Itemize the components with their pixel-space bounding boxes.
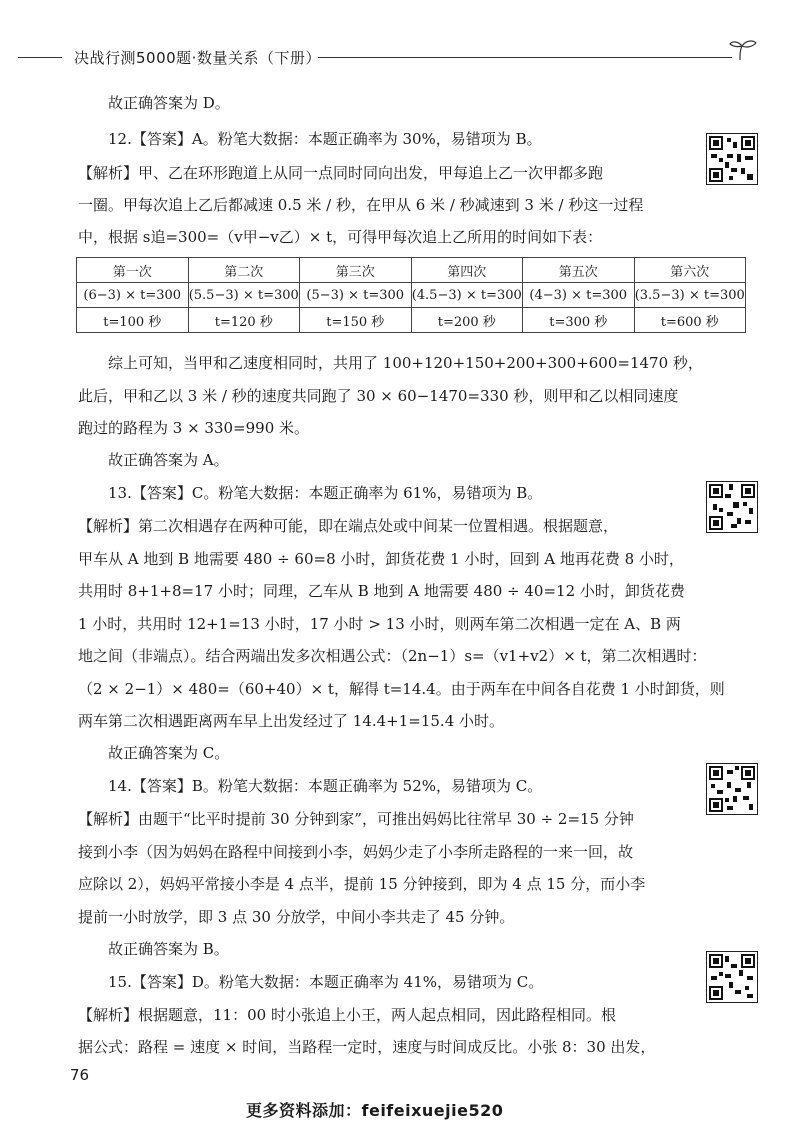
table-cell: t=150 秒 xyxy=(300,308,412,333)
analysis-14-line-3: 应除以 2），妈妈平常接小李是 4 点半，提前 15 分钟接到，即为 4 点 15 分，而小李 xyxy=(78,875,646,893)
table-header-cell: 第二次 xyxy=(188,258,300,283)
table-header-cell: 第六次 xyxy=(634,258,746,283)
table-header-cell: 第三次 xyxy=(300,258,412,283)
table-header-cell: 第五次 xyxy=(523,258,635,283)
answer-13-heading: 13.【答案】C。粉笔大数据：本题正确率为 61%，易错项为 B。 xyxy=(108,484,543,502)
answer-15-heading: 15.【答案】D。粉笔大数据：本题正确率为 41%，易错项为 C。 xyxy=(108,973,544,991)
table-cell: (6−3) × t=300 xyxy=(77,283,189,308)
footer-note: 更多资料添加：feifeixuejie520 xyxy=(246,1101,504,1120)
analysis-15-line-2: 据公式：路程 = 速度 × 时间，当路程一定时，速度与时间成反比。小张 8：30 出发， xyxy=(78,1038,656,1056)
table-cell: (4.5−3) × t=300 xyxy=(411,283,523,308)
header-rule-left xyxy=(18,57,62,58)
table-row xyxy=(77,283,746,308)
qr-code-icon[interactable] xyxy=(706,481,758,533)
analysis-13-line-3: 共用时 8+1+8=17 小时；同理，乙车从 B 地到 A 地需要 480 ÷ 40=12 小时，卸货花费 xyxy=(78,582,685,600)
chase-time-table xyxy=(76,257,746,333)
table-cell: (4−3) × t=300 xyxy=(523,283,635,308)
table-cell: (5.5−3) × t=300 xyxy=(188,283,300,308)
answer-14-heading: 14.【答案】B。粉笔大数据：本题正确率为 52%，易错项为 C。 xyxy=(108,777,543,795)
summary-12-line-2: 此后，甲和乙以 3 米 / 秒的速度共同跑了 30 × 60−1470=330 秒，则甲和乙以相同速度 xyxy=(78,387,679,405)
analysis-13-line-4: 1 小时，共用时 12+1=13 小时，17 小时 > 13 小时，则两车第二次相遇一定在 A、B 两 xyxy=(78,615,681,633)
table-cell: t=100 秒 xyxy=(77,308,189,333)
analysis-14-line-1: 【解析】由题干“比平时提前 30 分钟到家”，可推出妈妈比往常早 30 ÷ 2=15 分钟 xyxy=(78,810,634,828)
answer-conclusion-12: 故正确答案为 A。 xyxy=(108,451,229,469)
page-number: 76 xyxy=(70,1066,90,1084)
analysis-15-line-1: 【解析】根据题意，11：00 时小张追上小王，两人起点相同，因此路程相同。根 xyxy=(78,1006,616,1024)
header-rule-right xyxy=(318,57,732,58)
analysis-13-line-7: 两车第二次相遇距离两车早上出发经过了 14.4+1=15.4 小时。 xyxy=(78,712,505,730)
summary-12-line-1: 综上可知，当甲和乙速度相同时，共用了 100+120+150+200+300+600=1470 秒， xyxy=(108,354,703,372)
analysis-12-line-2: 一圈。甲每次追上乙后都减速 0.5 米 / 秒，在甲从 6 米 / 秒减速到 3 米 / 秒这一过程 xyxy=(78,196,644,214)
table-cell: (5−3) × t=300 xyxy=(300,283,412,308)
table-header-cell: 第一次 xyxy=(77,258,189,283)
table-header-cell: 第四次 xyxy=(411,258,523,283)
table-row xyxy=(77,308,746,333)
analysis-12-line-1: 【解析】甲、乙在环形跑道上从同一点同时同向出发，甲每追上乙一次甲都多跑 xyxy=(78,164,604,182)
running-header: 决战行测5000题·数量关系（下册） xyxy=(74,49,321,67)
answer-12-heading: 12.【答案】A。粉笔大数据：本题正确率为 30%，易错项为 B。 xyxy=(108,130,542,148)
analysis-14-line-4: 提前一小时放学，即 3 点 30 分放学，中间小李共走了 45 分钟。 xyxy=(78,908,515,926)
table-cell: (3.5−3) × t=300 xyxy=(634,283,746,308)
qr-code-icon[interactable] xyxy=(706,763,758,815)
analysis-13-line-2: 甲车从 A 地到 B 地需要 480 ÷ 60=8 小时，卸货花费 1 小时，回到 A 地再花费 8 小时， xyxy=(78,550,684,568)
analysis-12-line-3: 中，根据 s追=300=（v甲−v乙）× t，可得甲每次追上乙所用的时间如下表： xyxy=(78,228,603,246)
answer-conclusion-14: 故正确答案为 B。 xyxy=(108,940,229,958)
analysis-14-line-2: 接到小李（因为妈妈在路程中间接到小李，妈妈少走了小李所走路程的一来一回，故 xyxy=(78,843,634,861)
summary-12-line-3: 跑过的路程为 3 × 330=990 米。 xyxy=(78,419,310,437)
table-header-row xyxy=(77,258,746,283)
sprout-icon xyxy=(728,38,758,62)
answer-conclusion-11: 故正确答案为 D。 xyxy=(108,94,230,112)
analysis-13-line-5: 地之间（非端点）。结合两端出发多次相遇公式：（2n−1）s=（v1+v2）× t，第二次相遇时： xyxy=(78,647,707,665)
answer-conclusion-13: 故正确答案为 C。 xyxy=(108,744,230,762)
table-cell: t=200 秒 xyxy=(411,308,523,333)
qr-code-icon[interactable] xyxy=(706,951,758,1003)
qr-code-icon[interactable] xyxy=(706,133,758,185)
analysis-13-line-6: （2 × 2−1）× 480=（60+40）× t，解得 t=14.4。由于两车在中间各自花费 1 小时卸货，则 xyxy=(78,680,725,698)
table-cell: t=120 秒 xyxy=(188,308,300,333)
analysis-13-line-1: 【解析】第二次相遇存在两种可能，即在端点处或中间某一位置相遇。根据题意， xyxy=(78,517,619,535)
table-cell: t=600 秒 xyxy=(634,308,746,333)
table-cell: t=300 秒 xyxy=(523,308,635,333)
